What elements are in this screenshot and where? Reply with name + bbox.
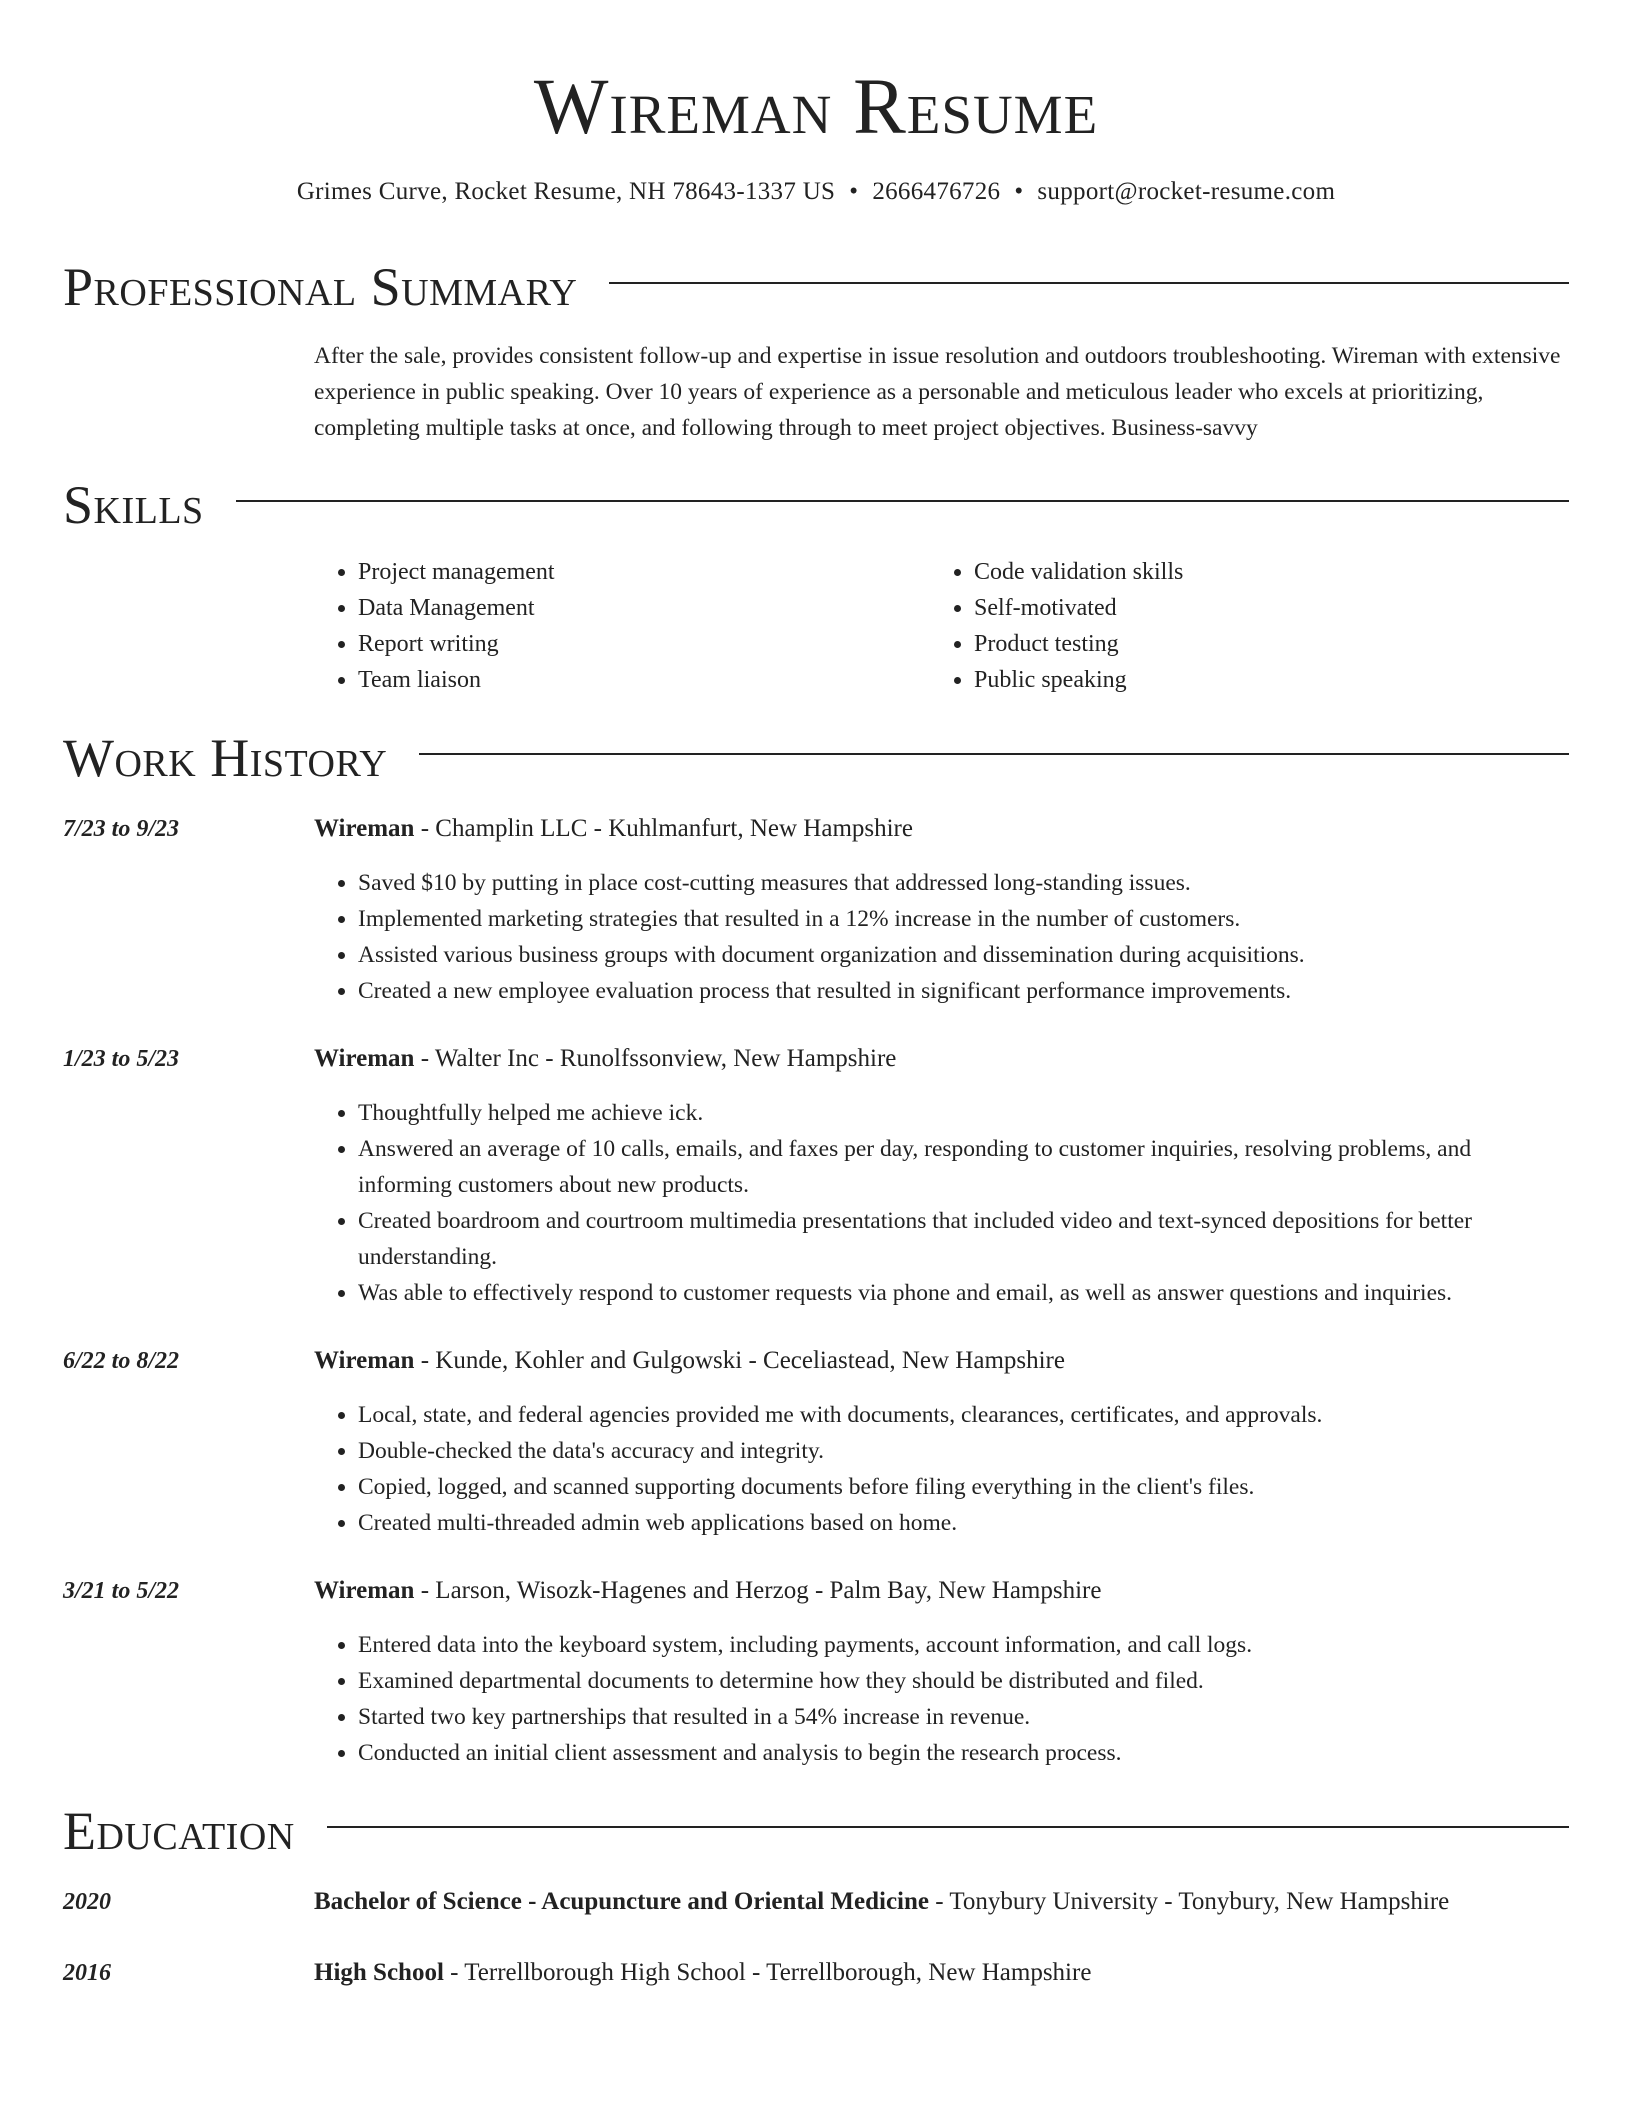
section-divider — [609, 282, 1569, 284]
job-heading — [314, 1573, 1101, 1609]
section-header-education — [63, 1796, 1569, 1866]
skill-item: • Data Management — [358, 590, 555, 626]
summary-text: After the sale, provides consistent follow-up and expertise in issue resolution and outdoors troubleshooting. Wireman with extensive experience in public speaking. Over 10 years of experience as a personable and meticulous leader who excels at prioritizing, completing multiple tasks at once, and following through to meet project objectives. Business-savvy — [314, 343, 1561, 441]
section-title-skills: Skills — [63, 475, 204, 535]
skill-item: • Report writing — [358, 626, 555, 662]
education-details: - Tonybury University - Tonybury, New Hampshire — [929, 1888, 1450, 1915]
job-date: 3/21 to 5/22 — [63, 1578, 180, 1604]
contact-separator: • — [1014, 178, 1024, 205]
job-date: 1/23 to 5/23 — [63, 1046, 180, 1072]
education-degree: Bachelor of Science - Acupuncture and Oriental Medicine — [314, 1888, 930, 1915]
job-bullet: • Was able to effectively respond to customer requests via phone and email, as well as answer questions and inquiries. — [358, 1275, 1566, 1311]
job-details: - Walter Inc - Runolfssonview, New Hampshire — [414, 1045, 897, 1072]
section-title-education: Education — [63, 1801, 295, 1861]
education-heading — [314, 1955, 1091, 1991]
skills-list-right — [930, 554, 1183, 698]
section-header-skills — [63, 470, 1569, 540]
section-header-summary — [63, 252, 1569, 322]
section-divider — [236, 500, 1569, 502]
job-details: - Champlin LLC - Kuhlmanfurt, New Hampshire — [414, 815, 913, 842]
job-bullets — [314, 865, 1566, 1009]
job-bullet: • Created boardroom and courtroom multimedia presentations that included video and text-synced depositions for better understanding. — [358, 1203, 1566, 1275]
job-heading — [314, 811, 913, 847]
section-title-work: Work History — [63, 728, 388, 788]
job-bullet: • Created multi-threaded admin web applications based on home. — [358, 1505, 1566, 1541]
skill-item: • Code validation skills — [974, 554, 1183, 590]
skill-item: • Team liaison — [358, 662, 555, 698]
job-bullet: • Examined departmental documents to determine how they should be distributed and filed. — [358, 1663, 1566, 1699]
job-bullet: • Answered an average of 10 calls, emails, and faxes per day, responding to customer inquiries, resolving problems, and informing customers about new products. — [358, 1131, 1566, 1203]
job-heading — [314, 1343, 1065, 1379]
job-bullet: • Entered data into the keyboard system, including payments, account information, and call logs. — [358, 1627, 1566, 1663]
job-date: 6/22 to 8/22 — [63, 1348, 180, 1374]
job-heading — [314, 1041, 896, 1077]
job-bullet: • Implemented marketing strategies that resulted in a 12% increase in the number of customers. — [358, 901, 1566, 937]
job-title: Wireman — [314, 815, 415, 842]
job-title: Wireman — [314, 1577, 415, 1604]
job-bullet: • Started two key partnerships that resulted in a 54% increase in revenue. — [358, 1699, 1566, 1735]
job-bullet: • Assisted various business groups with document organization and dissemination during acquisitions. — [358, 937, 1566, 973]
job-bullet: • Double-checked the data's accuracy and integrity. — [358, 1433, 1566, 1469]
education-year: 2020 — [63, 1889, 111, 1915]
job-bullets — [314, 1397, 1566, 1541]
section-divider — [419, 753, 1569, 755]
resume-name: Wireman Resume — [533, 64, 1099, 151]
job-bullet: • Local, state, and federal agencies provided me with documents, clearances, certificates, and approvals. — [358, 1397, 1566, 1433]
contact-line — [0, 174, 1632, 210]
job-details: - Kunde, Kohler and Gulgowski - Ceceliastead, New Hampshire — [414, 1347, 1065, 1374]
job-bullets — [314, 1095, 1566, 1311]
section-header-work — [63, 723, 1569, 793]
contact-separator: • — [849, 178, 859, 205]
skill-item: • Self-motivated — [974, 590, 1183, 626]
education-details: - Terrellborough High School - Terrellborough, New Hampshire — [443, 1959, 1092, 1986]
skill-item: • Product testing — [974, 626, 1183, 662]
skill-item: • Public speaking — [974, 662, 1183, 698]
job-bullet: • Saved $10 by putting in place cost-cutting measures that addressed long-standing issues. — [358, 865, 1566, 901]
contact-email: support@rocket-resume.com — [1037, 178, 1336, 205]
education-degree: High School — [314, 1959, 444, 1986]
job-bullet: • Copied, logged, and scanned supporting documents before filing everything in the client's files. — [358, 1469, 1566, 1505]
job-bullet: • Thoughtfully helped me achieve ick. — [358, 1095, 1566, 1131]
job-bullets — [314, 1627, 1566, 1771]
skills-list-left — [314, 554, 555, 698]
education-heading — [314, 1884, 1449, 1920]
job-bullet: • Conducted an initial client assessment and analysis to begin the research process. — [358, 1735, 1566, 1771]
job-title: Wireman — [314, 1347, 415, 1374]
section-title-summary: Professional Summary — [63, 257, 578, 317]
section-divider — [327, 1826, 1569, 1828]
job-date: 7/23 to 9/23 — [63, 816, 180, 842]
job-title: Wireman — [314, 1045, 415, 1072]
skill-item: • Project management — [358, 554, 555, 590]
job-bullet: • Created a new employee evaluation process that resulted in significant performance improvements. — [358, 973, 1566, 1009]
job-details: - Larson, Wisozk-Hagenes and Herzog - Palm Bay, New Hampshire — [414, 1577, 1102, 1604]
contact-address: Grimes Curve, Rocket Resume, NH 78643-1337 US — [296, 178, 836, 205]
education-year: 2016 — [63, 1960, 111, 1986]
contact-phone: 2666476726 — [872, 178, 1001, 205]
